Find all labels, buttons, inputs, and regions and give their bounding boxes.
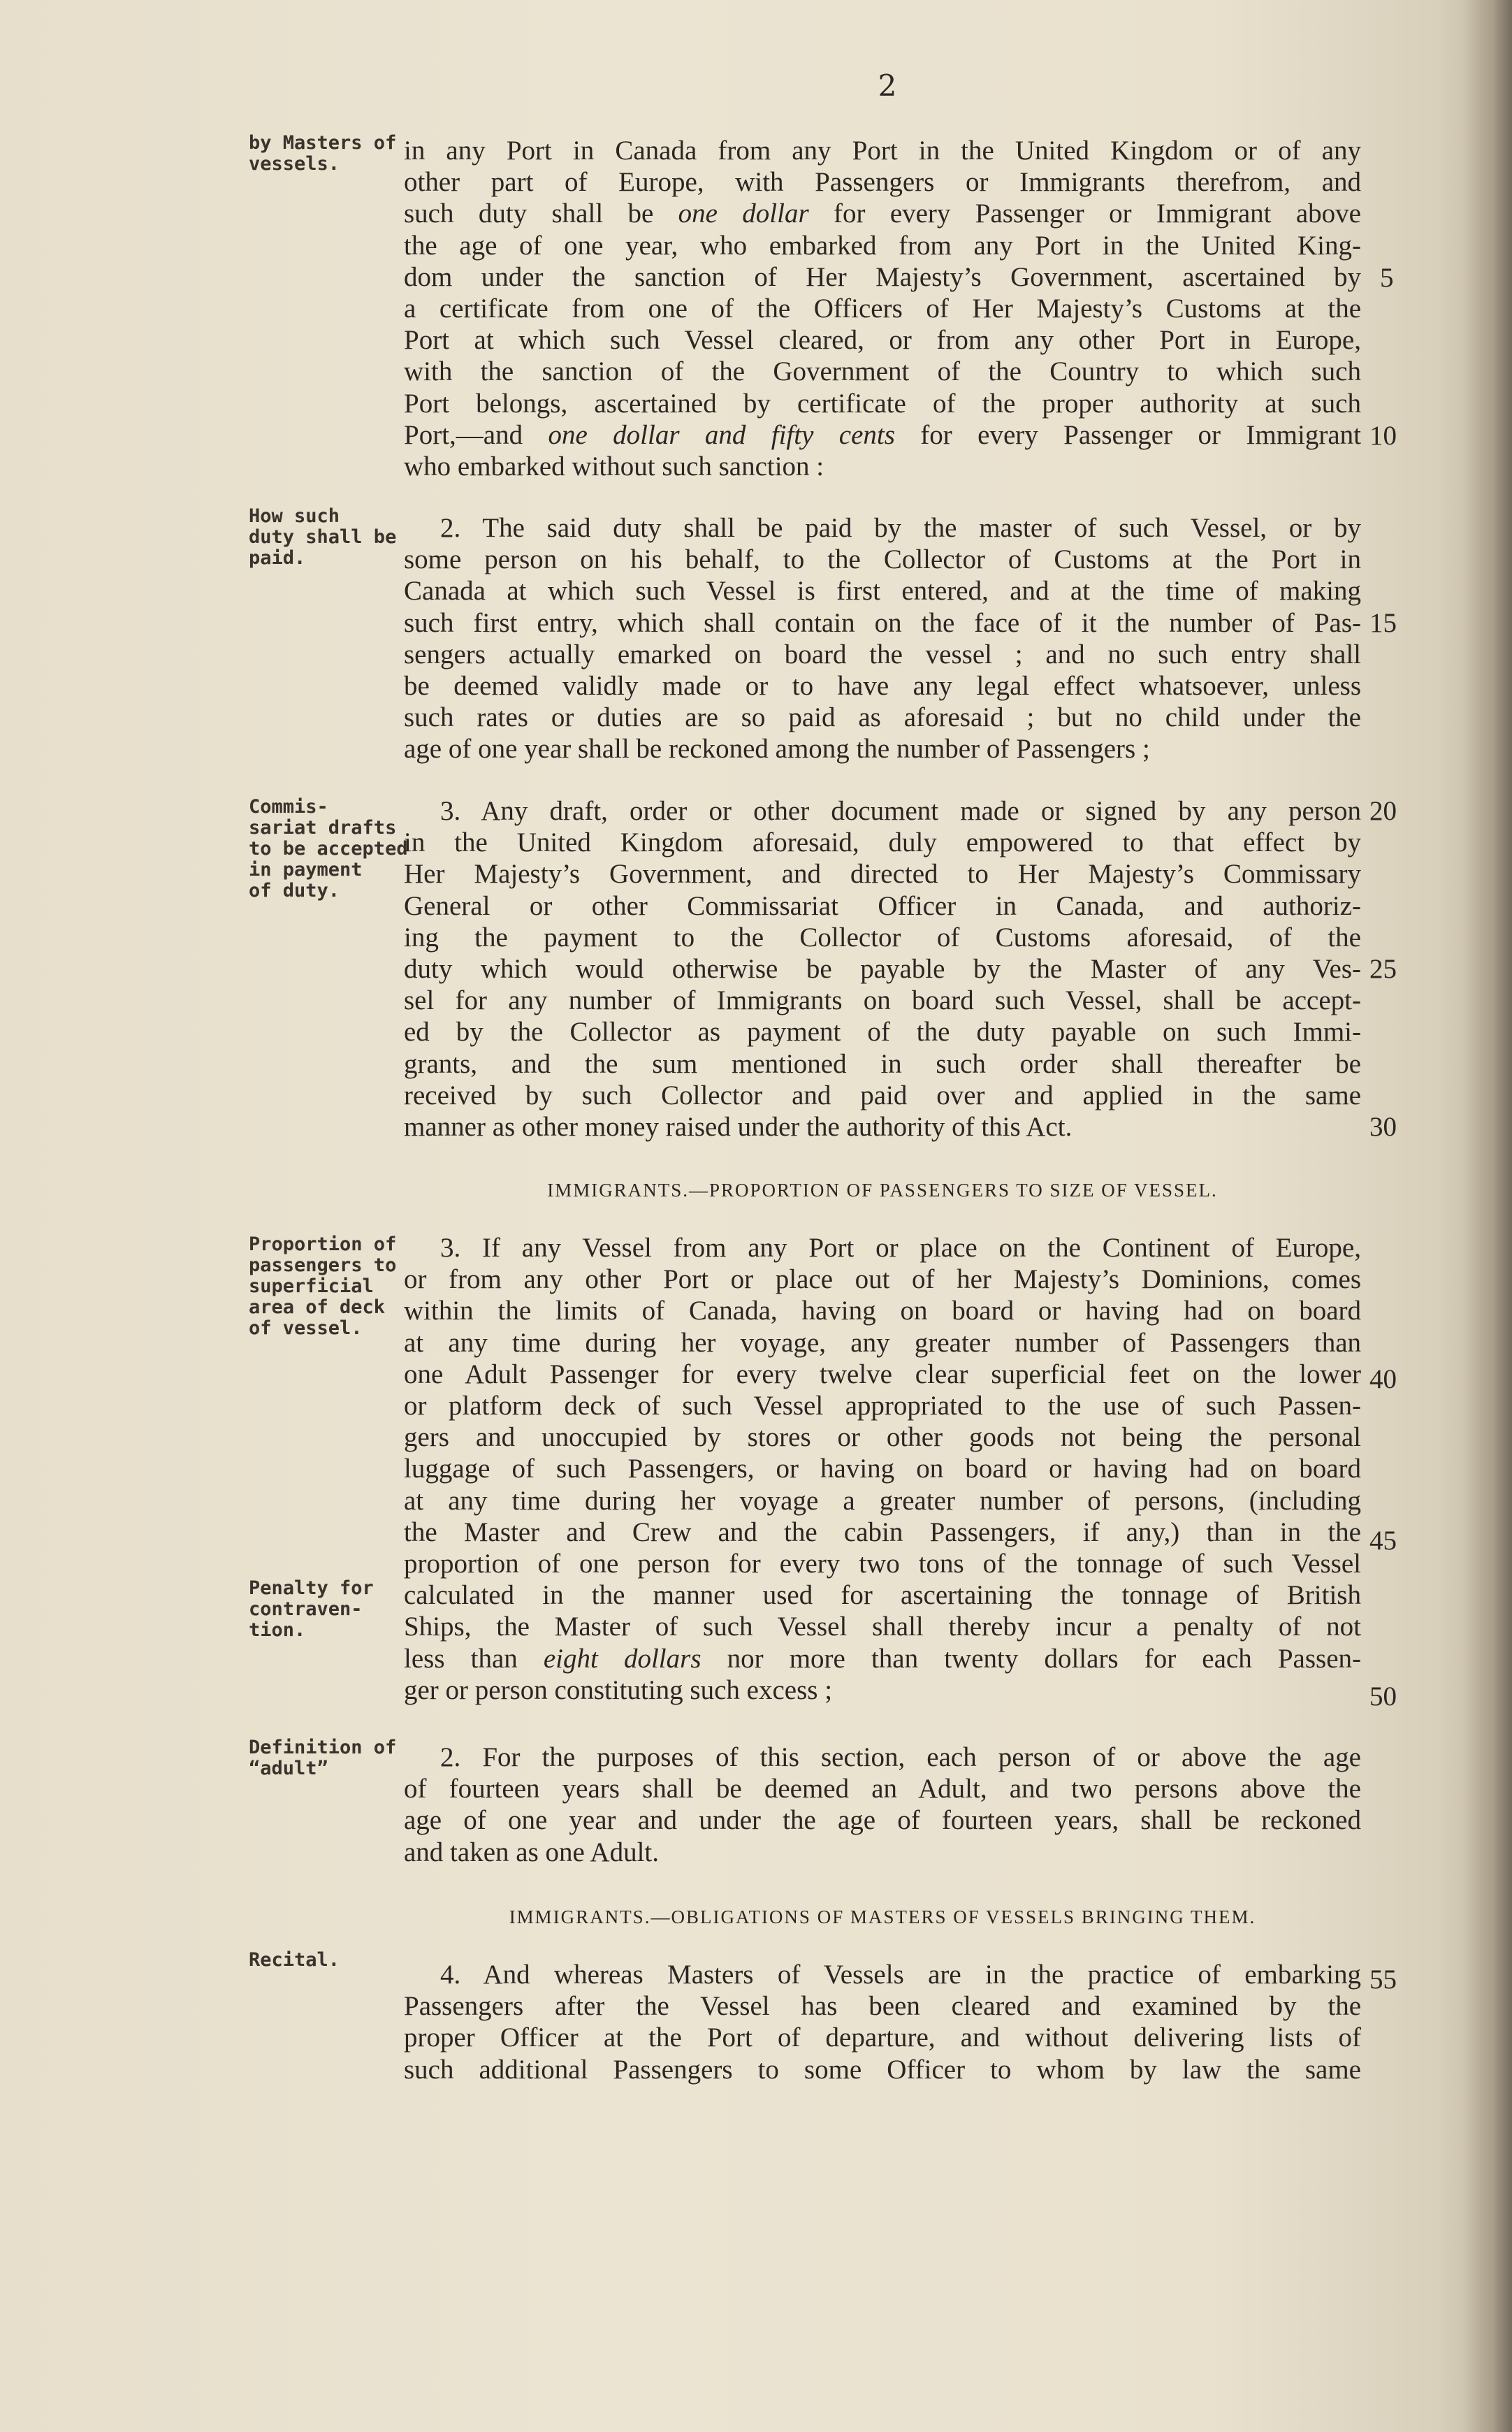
paragraph-6: 4. And whereas Masters of Vessels are in the practice of embarking Passengers after the Vessel has been cleared and examined by the proper Officer at the Port of departure, and without delivering lists of such additional Passengers to some Officer to whom by law the same (404, 1960, 1361, 2085)
section-heading-obligations: IMMIGRANTS.—OBLIGATIONS OF MASTERS OF VESSELS BRINGING THEM. (509, 1906, 1256, 1927)
paragraph-4: 3. If any Vessel from any Port or place on the Continent of Europe, or from any other Port or place out of her Majesty’s Dominions, comes within the limits of Canada, having on board or having had on board at any time during her voyage, any greater number of Passengers than one Adult Passenger for every twelve clear superficial feet on the lower or platform deck of such Vessel appropriated to the use of such Passen- gers and unoccupied by stores or other goods not being the personal luggage of such Passengers, or having on board or having had on board at any time during her voyage a greater number of persons, (including the Master and Crew and the cabin Passengers, if any,) than in the proportion of one person for every two tons of the tonnage of such Vessel calculated in the manner used for ascertaining the tonnage of British Ships, the Master of such Vessel shall thereby incur a penalty of not less than eight dollars nor more than twenty dollars for each Passen- ger or person constituting such excess ; (404, 1233, 1361, 1705)
line-number-40: 40 (1369, 1364, 1397, 1394)
line-number-30: 30 (1369, 1112, 1397, 1142)
line-number-10: 10 (1369, 421, 1397, 451)
line-number-15: 15 (1369, 608, 1397, 638)
line-number-50: 50 (1369, 1681, 1397, 1711)
italic-phrase: eight dollars (543, 1643, 702, 1674)
margin-note-by-masters: by Masters of vessels. (249, 132, 397, 175)
paragraph-2: 2. The said duty shall be paid by the master of such Vessel, or by some person on his behalf, to the Collector of Customs at the Port in Canada at which such Vessel is first entered, and at the time of making such first entry, which shall contain on the face of it the number of Pas- sengers actually emarked on board the vessel ; and no such entry shall be deemed validly made or to have any legal effect whatsoever, unless such rates or duties are so paid as aforesaid ; but no child under the age of one year shall be reckoned among the number of Passengers ; (404, 513, 1361, 765)
page-number: 2 (878, 68, 897, 103)
margin-note-commissariat: Commis- sariat drafts to be accepted in payment of duty. (249, 796, 408, 902)
italic-phrase: one dollar and fifty cents (548, 419, 895, 450)
margin-note-proportion: Proportion of passengers to superficial area of deck of vessel. (249, 1233, 397, 1339)
line-number-55: 55 (1369, 1964, 1397, 1995)
line-number-45: 45 (1369, 1526, 1397, 1556)
paragraph-3: 3. Any draft, order or other document made or signed by any person in the United Kingdom aforesaid, duly empowered to that effect by Her Majesty’s Government, and directed to Her Majesty’s Commissary General or other Commissariat Officer in Canada, and authoriz- ing the payment to the Collector of Customs aforesaid, of the duty which would otherwise be payable by the Master of any Ves- sel for any number of Immigrants on board such Vessel, shall be accept- ed by the Collector as payment of the duty payable on such Immi- grants, and the sum mentioned in such order shall thereafter be received by such Collector and paid over and applied in the same manner as other money raised under the authority of this Act. (404, 796, 1361, 1143)
italic-phrase: one dollar (678, 198, 809, 229)
line-number-20: 20 (1369, 796, 1397, 826)
margin-note-definition: Definition of “adult” (249, 1737, 397, 1779)
book-spine-shadow (1463, 0, 1512, 2432)
paragraph-1: in any Port in Canada from any Port in the United Kingdom or of any other part of Europe, with Passengers or Immigrants therefrom, and such duty shall be one dollar for every Passenger or Immigrant above the age of one year, who embarked from any Port in the United King- dom under the sanction of Her Majesty’s Government, ascertained by a certificate from one of the Officers of Her Majesty’s Customs at the Port at which such Vessel cleared, or from any other Port in Europe, with the sanction of the Government of the Country to which such Port belongs, ascertained by certificate of the proper authority at such Port,—and one dollar and fifty cents for every Passenger or Immigrant who embarked without such sanction : (404, 136, 1361, 482)
line-number-25: 25 (1369, 954, 1397, 984)
paragraph-5: 2. For the purposes of this section, each person of or above the age of fourteen years shall be deemed an Adult, and two persons above the age of one year and under the age of fourteen years, shall be reckoned and taken as one Adult. (404, 1742, 1361, 1867)
section-heading-proportion: IMMIGRANTS.—PROPORTION OF PASSENGERS TO SIZE OF VESSEL. (547, 1180, 1218, 1201)
margin-note-how-paid: How such duty shall be paid. (249, 505, 397, 569)
margin-note-recital: Recital. (249, 1949, 340, 1971)
line-number-5: 5 (1380, 263, 1394, 293)
margin-note-penalty: Penalty for contraven- tion. (249, 1577, 374, 1641)
